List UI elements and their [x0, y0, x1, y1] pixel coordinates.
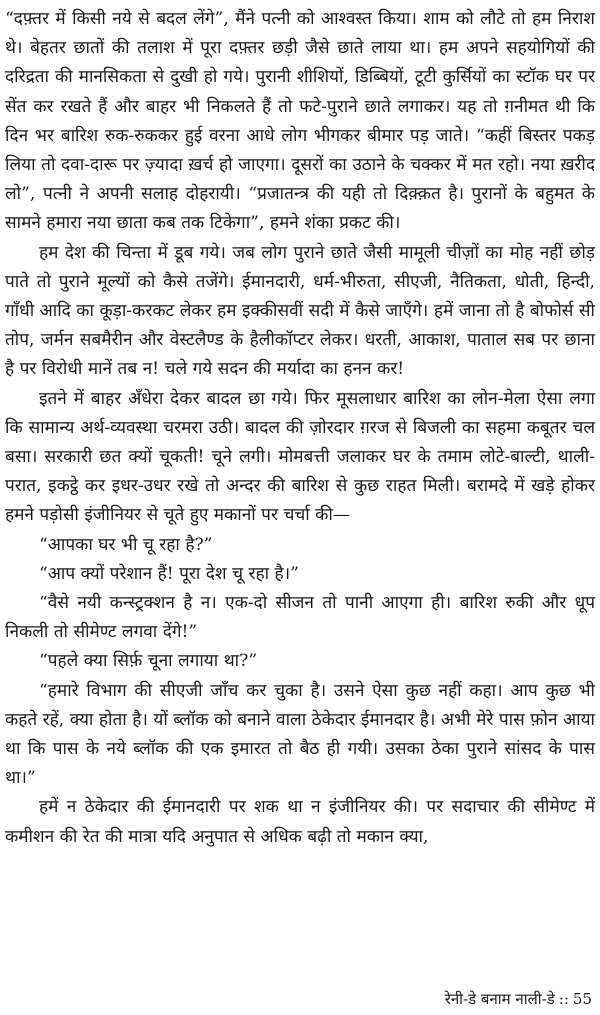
- dialogue-line-3: “वैसे नयी कन्स्ट्रक्शन है न। एक-दो सीजन तो पानी आएगा ही। बारिश रुकी और धूप निकली तो सीमेण्ट लगवा देंगे!”: [5, 593, 595, 643]
- paragraph-1: “दफ़्तर में किसी नये से बदल लेंगे”, मैंने पत्नी को आश्वस्त किया। शाम को लौटे तो हम निराश थे। बेहतर छातों की तलाश में पूरा दफ़्तर छड़ी जैसे छाते लाया था। हम अपने सहयोगियों की दरिद्रता की मानसिकता से दुखी हो गये। पुरानी शीशियों, डिब्बियों, टूटी कुर्सियों का स्टॉक घर पर सेंत कर रखते हैं और बाहर भी निकलते हैं तो फटे-पुराने छाते लगाकर। यह तो ग़नीमत थी कि दिन भर बारिश रुक-रुककर हुई वरना आधे लोग भीगकर बीमार पड़ जाते। “कहीं बिस्तर पकड़ लिया तो दवा-दारू पर ज़्यादा ख़र्च हो जाएगा। दूसरों का उठाने के चक्कर में मत रहो। नया ख़रीद लो”, पत्नी ने अपनी सलाह दोहरायी। “प्रजातन्त्र की यही तो दिक़्क़त है। पुरानों के बहुमत के सामने हमारा नया छाता कब तक टिकेगा”, हमने शंका प्रकट की।: [5, 9, 595, 234]
- page-number: 55: [572, 990, 592, 1008]
- page-footer: [445, 990, 592, 1008]
- dialogue-line-4: “पहले क्या सिर्फ़ चूना लगाया था?”: [39, 651, 258, 672]
- page-body-text: [5, 5, 595, 852]
- dialogue-line-1: “आपका घर भी चू रहा है?”: [39, 534, 213, 555]
- paragraph-3: इतने में बाहर अँधेरा देकर बादल छा गये। फिर मूसलाधार बारिश का लोन-मेला ऐसा लगा कि सामान्य अर्थ-व्यवस्था चरमरा उठी। बादल की ज़ोरदार ग़रज से बिजली का सहमा कबूतर चल बसा। सरकारी छत क्यों चूकती! चूने लगी। मोमबत्ती जलाकर घर के तमाम लोटे-बाल्टी, थाली-परात, इकट्ठे कर इधर-उधर रखे तो अन्दर की बारिश से कुछ राहत मिली। बरामदे में खड़े होकर हमने पड़ोसी इंजीनियर से चूते हुए मकानों पर चर्चा की—: [5, 388, 595, 526]
- paragraph-2: हम देश की चिन्ता में डूब गये। जब लोग पुराने छाते जैसी मामूली चीज़ों का मोह नहीं छोड़ पाते तो पुराने मूल्यों को कैसे तजेंगे। ईमानदारी, धर्म-भीरुता, सीएजी, नैतिकता, धोती, हिन्दी, गाँधी आदि का कूड़ा-करकट लेकर हम इक्कीसवीं सदी में कैसे जाएँगे। हमें जाना तो है बोफोर्स सी तोप, जर्मन सबमैरीन और वेस्टलैण्ड के हैलीकॉप्टर लेकर। धरती, आकाश, पाताल सब पर छाना है पर विरोधी मानें तब न! चले गये सदन की मर्यादा का हनन कर!: [5, 242, 596, 380]
- paragraph-final: हमें न ठेकेदार की ईमानदारी पर शक था न इंजीनियर की। पर सदाचार की सीमेण्ट में कमीशन की रेत की मात्रा यदि अनुपात से अधिक बढ़ी तो मकान क्या,: [5, 797, 595, 847]
- dialogue-line-5: “हमारे विभाग की सीएजी जाँच कर चुका है। उसने ऐसा कुछ नहीं कहा। आप कुछ भी कहते रहें, क्या होता है। यों ब्लॉक को बनाने वाला ठेकेदार ईमानदार है। अभी मेरे पास फ़ोन आया था कि पास के नये ब्लॉक की एक इमारत तो बैठ ही गयी। उसका ठेका पुराने सांसद के पास था।”: [5, 680, 595, 789]
- footer-separator: ::: [558, 990, 569, 1008]
- running-title: रेनी-डे बनाम नाली-डे: [444, 990, 555, 1008]
- dialogue-line-2: “आप क्यों परेशान हैं! पूरा देश चू रहा है।”: [39, 563, 299, 584]
